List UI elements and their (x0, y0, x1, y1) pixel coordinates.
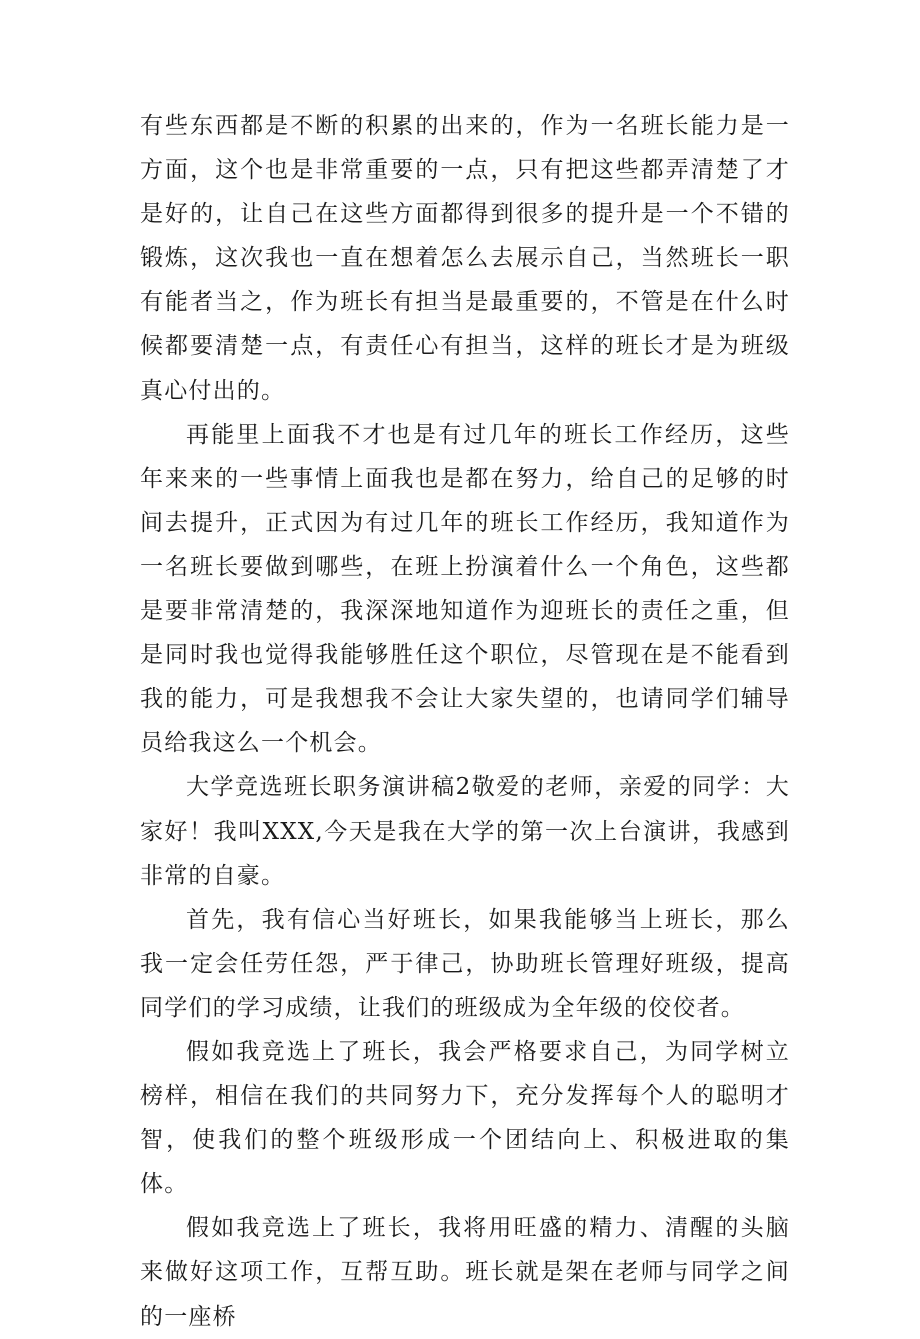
paragraph-6: 假如我竞选上了班长，我将用旺盛的精力、清醒的头脑来做好这项工作，互帮互助。班长就是架在老师与同学之间的一座桥 (140, 1215, 790, 1330)
document-body (140, 104, 790, 1339)
paragraph-4: 首先，我有信心当好班长，如果我能够当上班长，那么我一定会任劳任怨，严于律己，协助班长管理好班级，提高同学们的学习成绩，让我们的班级成为全年级的佼佼者。 (140, 906, 790, 1021)
paragraph-3: 大学竞选班长职务演讲稿2敬爱的老师，亲爱的同学：大家好！我叫XXX,今天是我在大学的第一次上台演讲，我感到非常的自豪。 (140, 774, 790, 889)
paragraph-1: 有些东西都是不断的积累的出来的，作为一名班长能力是一方面，这个也是非常重要的一点，只有把这些都弄清楚了才是好的，让自己在这些方面都得到很多的提升是一个不错的锻炼，这次我也一直在想着怎么去展示自己，当然班长一职有能者当之，作为班长有担当是最重要的，不管是在什么时候都要清楚一点，有责任心有担当，这样的班长才是为班级真心付出的。 (140, 113, 790, 404)
paragraph-2: 再能里上面我不才也是有过几年的班长工作经历，这些年来来的一些事情上面我也是都在努力，给自己的足够的时间去提升，正式因为有过几年的班长工作经历，我知道作为一名班长要做到哪些，在班上扮演着什么一个角色，这些都是要非常清楚的，我深深地知道作为迎班长的责任之重，但是同时我也觉得我能够胜任这个职位，尽管现在是不能看到我的能力，可是我想我不会让大家失望的，也请同学们辅导员给我这么一个机会。 (140, 421, 790, 757)
paragraph-5: 假如我竞选上了班长，我会严格要求自己，为同学树立榜样，相信在我们的共同努力下，充分发挥每个人的聪明才智，使我们的整个班级形成一个团结向上、积极进取的集体。 (140, 1038, 790, 1198)
